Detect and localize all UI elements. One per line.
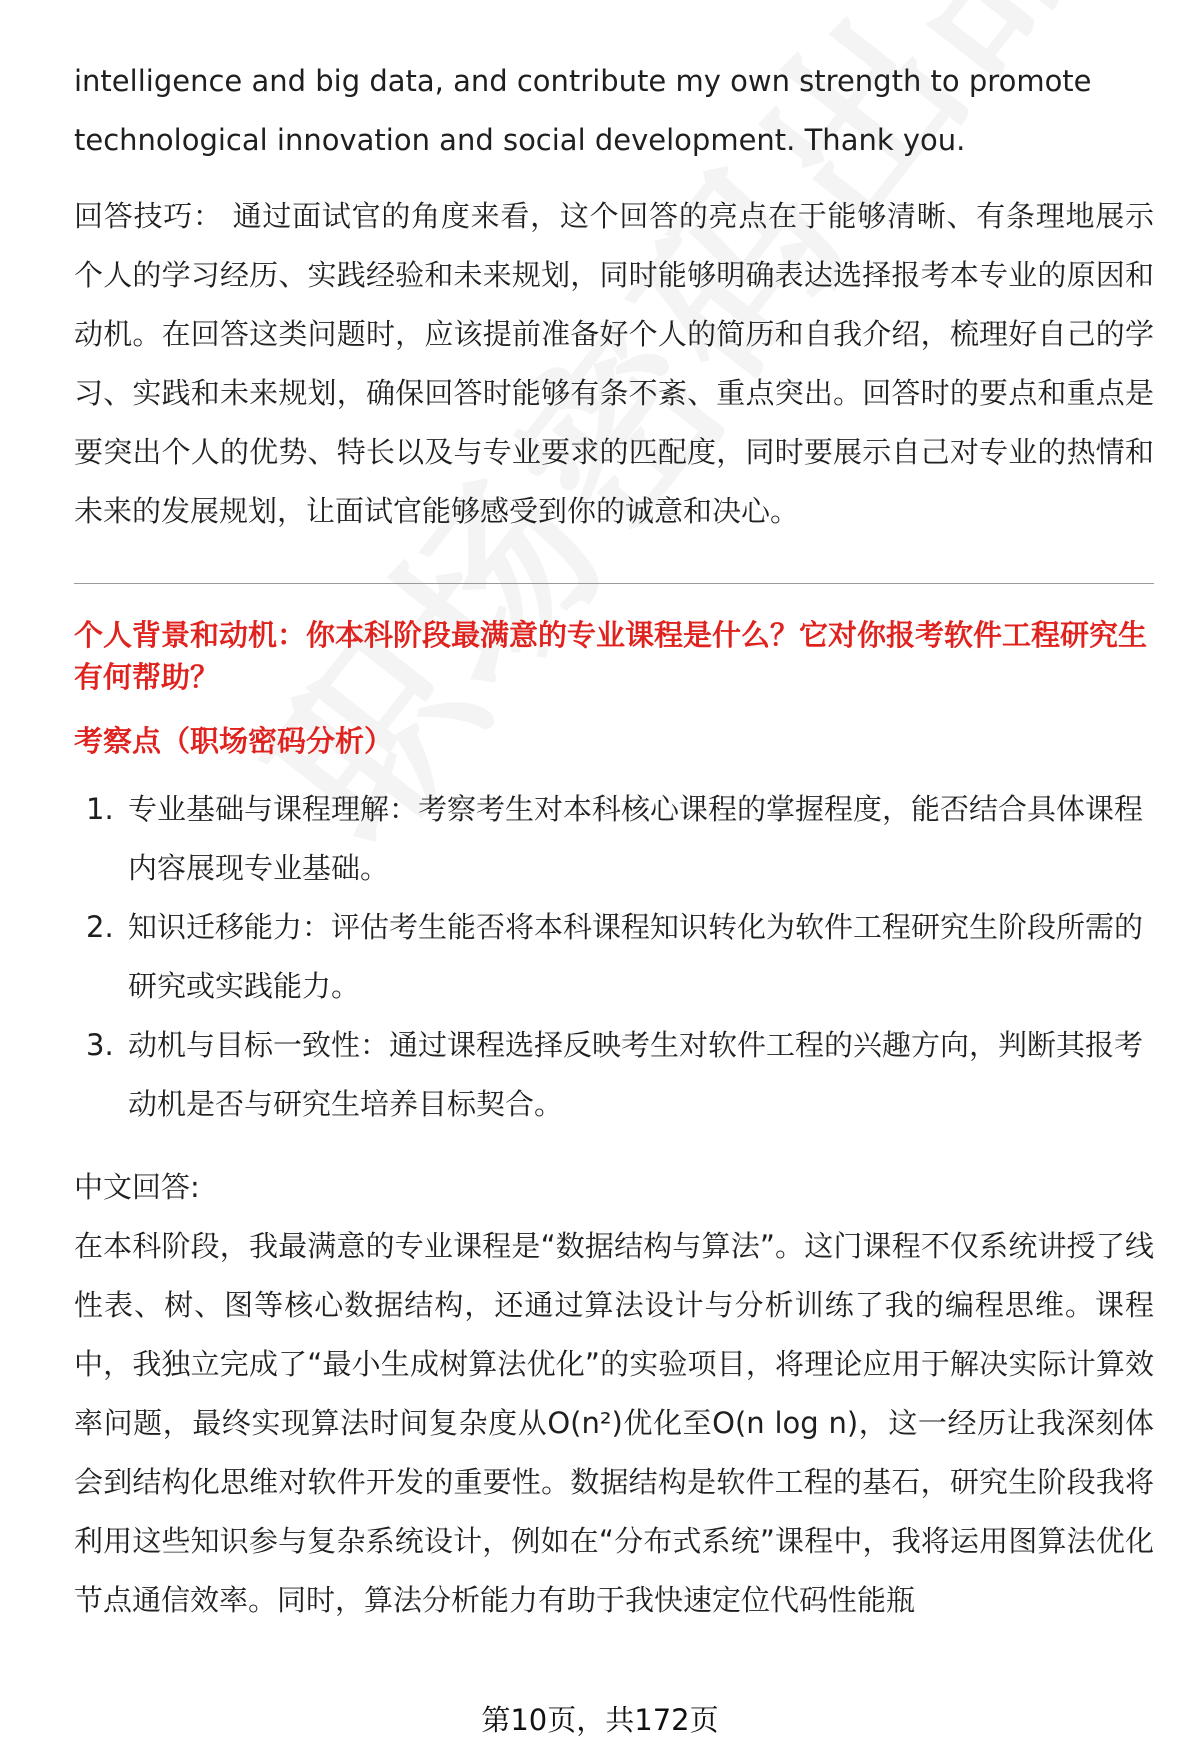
page-content <box>74 52 1154 1630</box>
list-item-number: 3. <box>86 1028 114 1062</box>
page-number-footer: 第10页，共172页 <box>481 1703 719 1737</box>
answer-label: 中文回答: <box>74 1170 200 1204</box>
list-item-text: 动机与目标一致性：通过课程选择反映考生对软件工程的兴趣方向，判断其报考动机是否与研究生培养目标契合。 <box>128 1028 1144 1121</box>
list-item <box>74 898 1154 1016</box>
list-item-text: 专业基础与课程理解：考察考生对本科核心课程的掌握程度，能否结合具体课程内容展现专业基础。 <box>128 792 1144 885</box>
question-heading: 个人背景和动机：你本科阶段最满意的专业课程是什么？它对你报考软件工程研究生有何帮助？ <box>74 618 1148 694</box>
list-item-text: 知识迁移能力：评估考生能否将本科课程知识转化为软件工程研究生阶段所需的研究或实践能力。 <box>128 910 1144 1003</box>
list-item <box>74 1016 1154 1134</box>
intro-paragraph: intelligence and big data, and contribute my own strength to promote technological innovation and social development. Thank you. <box>74 64 1092 157</box>
answer-paragraph: 在本科阶段，我最满意的专业课程是“数据结构与算法”。这门课程不仅系统讲授了线性表、树、图等核心数据结构，还通过算法设计与分析训练了我的编程思维。课程中，我独立完成了“最小生成树算法优化”的实验项目，将理论应用于解决实际计算效率问题，最终实现算法时间复杂度从O(n²)优化至O(n log n)，这一经历让我深刻体会到结构化思维对软件开发的重要性。数据结构是软件工程的基石，研究生阶段我将利用这些知识参与复杂系统设计，例如在“分布式系统”课程中，我将运用图算法优化节点通信效率。同时，算法分析能力有助于我快速定位代码性能瓶 <box>74 1229 1154 1617</box>
list-item-number: 1. <box>86 792 114 826</box>
focus-points-heading: 考察点（职场密码分析） <box>74 724 394 758</box>
list-item-number: 2. <box>86 910 114 944</box>
list-item <box>74 780 1154 898</box>
section-divider <box>74 583 1154 584</box>
focus-points-list <box>74 780 1154 1134</box>
answer-tips-paragraph: 回答技巧： 通过面试官的角度来看，这个回答的亮点在于能够清晰、有条理地展示个人的学习经历、实践经验和未来规划，同时能够明确表达选择报考本专业的原因和动机。在回答这类问题时，应该提前准备好个人的简历和自我介绍，梳理好自己的学习、实践和未来规划，确保回答时能够有条不紊、重点突出。回答时的要点和重点是要突出个人的优势、特长以及与专业要求的匹配度，同时要展示自己对专业的热情和未来的发展规划，让面试官能够感受到你的诚意和决心。 <box>74 199 1154 528</box>
